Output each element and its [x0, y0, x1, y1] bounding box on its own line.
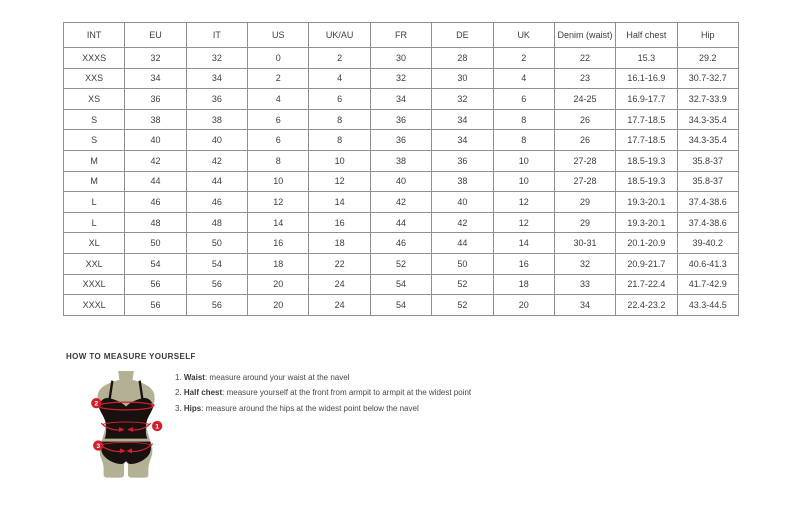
size-chart-header [64, 23, 739, 48]
column-header: Denim (waist) [554, 23, 615, 48]
size-value-cell: 34.3-35.4 [677, 109, 738, 130]
measure-step [175, 401, 471, 416]
badge-waist-number: 1 [155, 423, 160, 431]
table-row [64, 192, 739, 213]
column-header: IT [186, 23, 247, 48]
size-value-cell: 21.7-22.4 [616, 274, 677, 295]
size-value-cell: 41.7-42.9 [677, 274, 738, 295]
size-value-cell: 56 [125, 274, 186, 295]
size-value-cell: 16.9-17.7 [616, 89, 677, 110]
table-row [64, 253, 739, 274]
size-value-cell: 32 [186, 48, 247, 69]
size-value-cell: 30-31 [554, 233, 615, 254]
size-value-cell: 0 [248, 48, 309, 69]
size-value-cell: 50 [186, 233, 247, 254]
size-value-cell: 32.7-33.9 [677, 89, 738, 110]
size-value-cell: 34 [554, 295, 615, 316]
size-value-cell: 26 [554, 109, 615, 130]
size-value-cell: 36 [125, 89, 186, 110]
size-value-cell: 42 [370, 192, 431, 213]
table-row [64, 68, 739, 89]
size-value-cell: 18 [493, 274, 554, 295]
size-value-cell: 36 [370, 130, 431, 151]
size-value-cell: 2 [493, 48, 554, 69]
size-value-cell: 16 [248, 233, 309, 254]
size-label-cell: XXXL [64, 295, 125, 316]
size-value-cell: 34 [432, 130, 493, 151]
size-value-cell: 22 [309, 253, 370, 274]
size-value-cell: 32 [554, 253, 615, 274]
size-label-cell: M [64, 150, 125, 171]
size-label-cell: XXXL [64, 274, 125, 295]
size-value-cell: 40 [432, 192, 493, 213]
size-value-cell: 19.3-20.1 [616, 212, 677, 233]
header-row [64, 23, 739, 48]
size-value-cell: 15.3 [616, 48, 677, 69]
size-value-cell: 38 [186, 109, 247, 130]
size-value-cell: 46 [125, 192, 186, 213]
size-label-cell: XL [64, 233, 125, 254]
size-value-cell: 54 [186, 253, 247, 274]
size-value-cell: 46 [186, 192, 247, 213]
size-value-cell: 18.5-19.3 [616, 171, 677, 192]
table-row [64, 130, 739, 151]
size-value-cell: 52 [432, 274, 493, 295]
table-row [64, 233, 739, 254]
column-header: US [248, 23, 309, 48]
size-value-cell: 32 [125, 48, 186, 69]
column-header: FR [370, 23, 431, 48]
size-value-cell: 24-25 [554, 89, 615, 110]
badge-half-chest-number: 2 [94, 400, 99, 408]
size-label-cell: XS [64, 89, 125, 110]
size-value-cell: 14 [309, 192, 370, 213]
column-header: Half chest [616, 23, 677, 48]
size-value-cell: 14 [493, 233, 554, 254]
size-value-cell: 32 [432, 89, 493, 110]
size-value-cell: 2 [248, 68, 309, 89]
size-value-cell: 30 [432, 68, 493, 89]
size-value-cell: 16.1-16.9 [616, 68, 677, 89]
size-value-cell: 42 [125, 150, 186, 171]
size-value-cell: 29 [554, 192, 615, 213]
size-value-cell: 2 [309, 48, 370, 69]
table-row [64, 150, 739, 171]
badge-waist [152, 421, 162, 431]
size-value-cell: 8 [493, 109, 554, 130]
size-value-cell: 14 [248, 212, 309, 233]
size-value-cell: 18.5-19.3 [616, 150, 677, 171]
step-text: : measure around your waist at the navel [204, 373, 350, 382]
size-value-cell: 18 [248, 253, 309, 274]
size-value-cell: 17.7-18.5 [616, 109, 677, 130]
size-value-cell: 8 [309, 130, 370, 151]
table-row [64, 295, 739, 316]
size-value-cell: 26 [554, 130, 615, 151]
size-value-cell: 40.6-41.3 [677, 253, 738, 274]
size-value-cell: 38 [125, 109, 186, 130]
step-number: 2. [175, 388, 182, 398]
size-value-cell: 44 [370, 212, 431, 233]
size-value-cell: 4 [309, 68, 370, 89]
size-value-cell: 34 [125, 68, 186, 89]
size-value-cell: 35.8-37 [677, 150, 738, 171]
size-value-cell: 33 [554, 274, 615, 295]
step-label: Waist [183, 373, 205, 382]
size-value-cell: 44 [186, 171, 247, 192]
size-value-cell: 52 [432, 295, 493, 316]
size-value-cell: 44 [125, 171, 186, 192]
column-header: UK/AU [309, 23, 370, 48]
size-value-cell: 34 [370, 89, 431, 110]
size-label-cell: M [64, 171, 125, 192]
size-value-cell: 6 [248, 109, 309, 130]
table-row [64, 274, 739, 295]
size-value-cell: 42 [186, 150, 247, 171]
size-value-cell: 23 [554, 68, 615, 89]
step-label: Hips [183, 403, 202, 413]
size-value-cell: 20.9-21.7 [616, 253, 677, 274]
size-value-cell: 8 [309, 109, 370, 130]
table-row [64, 109, 739, 130]
size-value-cell: 37.4-38.6 [677, 212, 738, 233]
size-chart-table [63, 22, 739, 316]
size-value-cell: 12 [309, 171, 370, 192]
size-value-cell: 39-40.2 [677, 233, 738, 254]
size-label-cell: S [64, 109, 125, 130]
size-value-cell: 17.7-18.5 [616, 130, 677, 151]
measure-step [175, 385, 471, 400]
size-value-cell: 27-28 [554, 171, 615, 192]
column-header: EU [125, 23, 186, 48]
size-label-cell: XXXS [64, 48, 125, 69]
measure-section-title: HOW TO MEASURE YOURSELF [66, 352, 196, 361]
size-value-cell: 34.3-35.4 [677, 130, 738, 151]
size-value-cell: 36 [370, 109, 431, 130]
size-value-cell: 22.4-23.2 [616, 295, 677, 316]
size-value-cell: 52 [370, 253, 431, 274]
badge-half-chest [91, 398, 101, 408]
size-label-cell: XXL [64, 253, 125, 274]
size-value-cell: 50 [125, 233, 186, 254]
size-label-cell: L [64, 192, 125, 213]
size-value-cell: 10 [493, 150, 554, 171]
size-value-cell: 34 [186, 68, 247, 89]
step-text: : measure yourself at the front from armpit to armpit at the widest point [222, 388, 472, 398]
size-value-cell: 28 [432, 48, 493, 69]
size-value-cell: 10 [493, 171, 554, 192]
size-value-cell: 50 [432, 253, 493, 274]
size-value-cell: 27-28 [554, 150, 615, 171]
size-value-cell: 36 [432, 150, 493, 171]
size-value-cell: 38 [370, 150, 431, 171]
table-row [64, 89, 739, 110]
size-value-cell: 32 [370, 68, 431, 89]
size-value-cell: 44 [432, 233, 493, 254]
step-text: : measure around the hips at the widest point below the navel [201, 403, 419, 413]
size-value-cell: 42 [432, 212, 493, 233]
table-row [64, 212, 739, 233]
step-number: 1. [175, 373, 182, 382]
size-value-cell: 12 [493, 192, 554, 213]
column-header: DE [432, 23, 493, 48]
table-row [64, 48, 739, 69]
size-value-cell: 16 [493, 253, 554, 274]
size-value-cell: 6 [248, 130, 309, 151]
measure-steps-list [175, 370, 471, 416]
step-label: Half chest [183, 388, 223, 398]
size-value-cell: 4 [248, 89, 309, 110]
size-value-cell: 20 [493, 295, 554, 316]
size-value-cell: 4 [493, 68, 554, 89]
size-value-cell: 24 [309, 274, 370, 295]
size-value-cell: 40 [186, 130, 247, 151]
size-value-cell: 37.4-38.6 [677, 192, 738, 213]
badge-hips-number: 3 [96, 443, 101, 451]
size-value-cell: 40 [125, 130, 186, 151]
size-value-cell: 18 [309, 233, 370, 254]
size-value-cell: 6 [493, 89, 554, 110]
size-value-cell: 56 [186, 295, 247, 316]
size-value-cell: 29 [554, 212, 615, 233]
size-value-cell: 16 [309, 212, 370, 233]
size-value-cell: 20 [248, 295, 309, 316]
size-value-cell: 19.3-20.1 [616, 192, 677, 213]
size-label-cell: L [64, 212, 125, 233]
size-value-cell: 24 [309, 295, 370, 316]
size-value-cell: 29.2 [677, 48, 738, 69]
size-value-cell: 54 [370, 295, 431, 316]
size-value-cell: 40 [370, 171, 431, 192]
size-value-cell: 8 [493, 130, 554, 151]
size-value-cell: 38 [432, 171, 493, 192]
size-chart-body [64, 48, 739, 316]
size-value-cell: 34 [432, 109, 493, 130]
measure-step [175, 370, 471, 385]
measurement-mannequin-illustration [86, 370, 166, 482]
size-value-cell: 46 [370, 233, 431, 254]
size-value-cell: 56 [186, 274, 247, 295]
size-value-cell: 12 [248, 192, 309, 213]
size-value-cell: 43.3-44.5 [677, 295, 738, 316]
size-value-cell: 20 [248, 274, 309, 295]
size-value-cell: 54 [125, 253, 186, 274]
column-header: UK [493, 23, 554, 48]
size-value-cell: 22 [554, 48, 615, 69]
size-value-cell: 8 [248, 150, 309, 171]
badge-hips [93, 440, 103, 450]
size-label-cell: S [64, 130, 125, 151]
size-value-cell: 48 [125, 212, 186, 233]
size-value-cell: 6 [309, 89, 370, 110]
table-row [64, 171, 739, 192]
column-header: Hip [677, 23, 738, 48]
size-value-cell: 48 [186, 212, 247, 233]
size-label-cell: XXS [64, 68, 125, 89]
step-number: 3. [175, 403, 182, 413]
size-value-cell: 12 [493, 212, 554, 233]
size-value-cell: 56 [125, 295, 186, 316]
size-value-cell: 20.1-20.9 [616, 233, 677, 254]
size-value-cell: 36 [186, 89, 247, 110]
size-value-cell: 54 [370, 274, 431, 295]
size-value-cell: 10 [248, 171, 309, 192]
size-value-cell: 35.8-37 [677, 171, 738, 192]
column-header: INT [64, 23, 125, 48]
size-value-cell: 30 [370, 48, 431, 69]
size-value-cell: 30.7-32.7 [677, 68, 738, 89]
size-value-cell: 10 [309, 150, 370, 171]
